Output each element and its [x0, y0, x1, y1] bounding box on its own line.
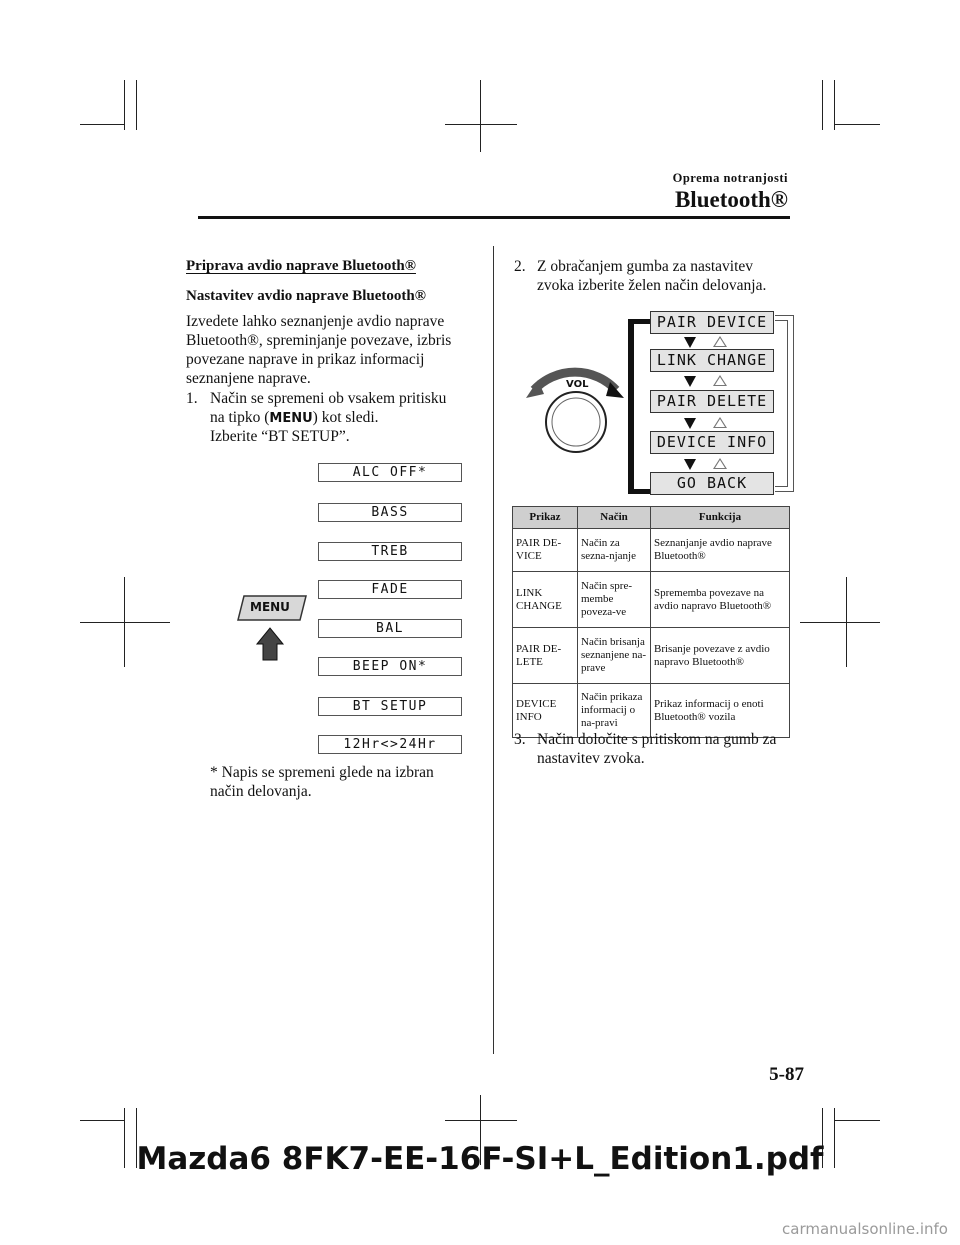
step2-number: 2. — [514, 258, 526, 275]
crop-mark — [80, 622, 170, 623]
arrow-up-icon — [713, 375, 727, 386]
table-cell: Način prikaza informacij o na-pravi — [578, 684, 651, 738]
loop-bar-top — [628, 319, 650, 324]
table-row — [513, 628, 790, 684]
loop-bar-left — [628, 319, 634, 494]
crop-mark — [124, 80, 125, 130]
table-row — [513, 529, 790, 572]
menu-item-treb: TREB — [318, 542, 462, 561]
arrow-up-icon — [713, 458, 727, 469]
volume-knob-illustration — [506, 350, 634, 460]
intro-text: Izvedete lahko seznanjenje avdio naprave Bluetooth®, spreminjanje povezave, izbris povezane naprave in prikaz informacij seznanjene naprave. — [186, 313, 452, 387]
crop-mark — [136, 80, 137, 130]
table-header: Način — [578, 507, 651, 529]
step1-line1: Način se spremeni ob vsakem pritisku — [210, 390, 447, 407]
table-cell: LINK CHANGE — [513, 572, 578, 628]
step1-line3: Izberite “BT SETUP”. — [210, 428, 350, 445]
menu-item-bal: BAL — [318, 619, 462, 638]
page-number: 5-87 — [769, 1064, 804, 1085]
crop-mark — [80, 1120, 125, 1121]
crop-mark — [445, 1120, 517, 1121]
table-cell: Seznanjanje avdio naprave Bluetooth® — [651, 529, 790, 572]
arrow-up-icon — [713, 417, 727, 428]
arrow-down-icon — [684, 337, 696, 348]
arrow-down-icon — [684, 459, 696, 470]
table-row — [513, 572, 790, 628]
crop-mark — [80, 124, 125, 125]
section-name: Oprema notranjosti — [672, 171, 788, 185]
menu-key-inline: MENU — [269, 411, 313, 426]
step3-number: 3. — [514, 731, 526, 748]
table-header-row — [513, 507, 790, 529]
mode-link-change: LINK CHANGE — [650, 349, 774, 372]
step3-line2: nastavitev zvoka. — [537, 750, 645, 767]
menu-item-clock: 12Hr<>24Hr — [318, 735, 462, 754]
page-title: Bluetooth® — [674, 187, 788, 212]
column-divider — [493, 246, 494, 1054]
mode-pair-delete: PAIR DELETE — [650, 390, 774, 413]
vol-label: VOL — [566, 379, 589, 390]
loop-return-inner — [775, 320, 788, 487]
watermark: carmanualsonline.info — [782, 1220, 948, 1238]
step1-number: 1. — [186, 390, 198, 407]
crop-mark — [834, 124, 880, 125]
table-header: Funkcija — [651, 507, 790, 529]
crop-mark — [834, 1120, 880, 1121]
asterisk-note: * Napis se spremeni glede na izbran način delovanja. — [210, 764, 434, 800]
menu-key-label: MENU — [250, 600, 290, 614]
arrow-down-icon — [684, 376, 696, 387]
crop-mark — [480, 80, 481, 152]
arrow-down-icon — [684, 418, 696, 429]
table-cell: Način spre-membe poveza-ve — [578, 572, 651, 628]
header-rule — [198, 216, 790, 219]
menu-item-fade: FADE — [318, 580, 462, 599]
table-cell: Način brisanja seznanjene na-prave — [578, 628, 651, 684]
crop-mark — [445, 124, 517, 125]
mode-table — [512, 506, 790, 738]
table-cell: DEVICE INFO — [513, 684, 578, 738]
mode-pair-device: PAIR DEVICE — [650, 311, 774, 334]
table-cell: Sprememba povezave na avdio napravo Bluetooth® — [651, 572, 790, 628]
crop-mark — [822, 80, 823, 130]
loop-bar-bottom — [628, 489, 650, 494]
table-cell: PAIR DE-VICE — [513, 529, 578, 572]
mode-device-info: DEVICE INFO — [650, 431, 774, 454]
mode-go-back: GO BACK — [650, 472, 774, 495]
table-cell: Prikaz informacij o enoti Bluetooth® vozila — [651, 684, 790, 738]
step2-line1: Z obračanjem gumba za nastavitev — [537, 258, 754, 275]
menu-item-bt-setup: BT SETUP — [318, 697, 462, 716]
menu-item-beep: BEEP ON* — [318, 657, 462, 676]
menu-item-alc: ALC OFF* — [318, 463, 462, 482]
crop-mark — [800, 622, 880, 623]
heading-setup: Nastavitev avdio naprave Bluetooth® — [186, 288, 426, 304]
table-cell: Način za sezna-njanje — [578, 529, 651, 572]
step3-line1: Način določite s pritiskom na gumb za — [537, 731, 777, 748]
table-cell: Brisanje povezave z avdio napravo Bluetooth® — [651, 628, 790, 684]
heading-prepare: Priprava avdio naprave Bluetooth® — [186, 258, 416, 274]
menu-item-bass: BASS — [318, 503, 462, 522]
step1-line2: na tipko (MENU) kot sledi. — [210, 409, 379, 426]
footer-filename: Mazda6 8FK7-EE-16F-SI+L_Edition1.pdf — [136, 1141, 824, 1177]
table-header: Prikaz — [513, 507, 578, 529]
arrow-up-icon — [713, 336, 727, 347]
crop-mark — [834, 80, 835, 130]
table-cell: PAIR DE-LETE — [513, 628, 578, 684]
step2-line2: zvoka izberite želen način delovanja. — [537, 277, 767, 294]
